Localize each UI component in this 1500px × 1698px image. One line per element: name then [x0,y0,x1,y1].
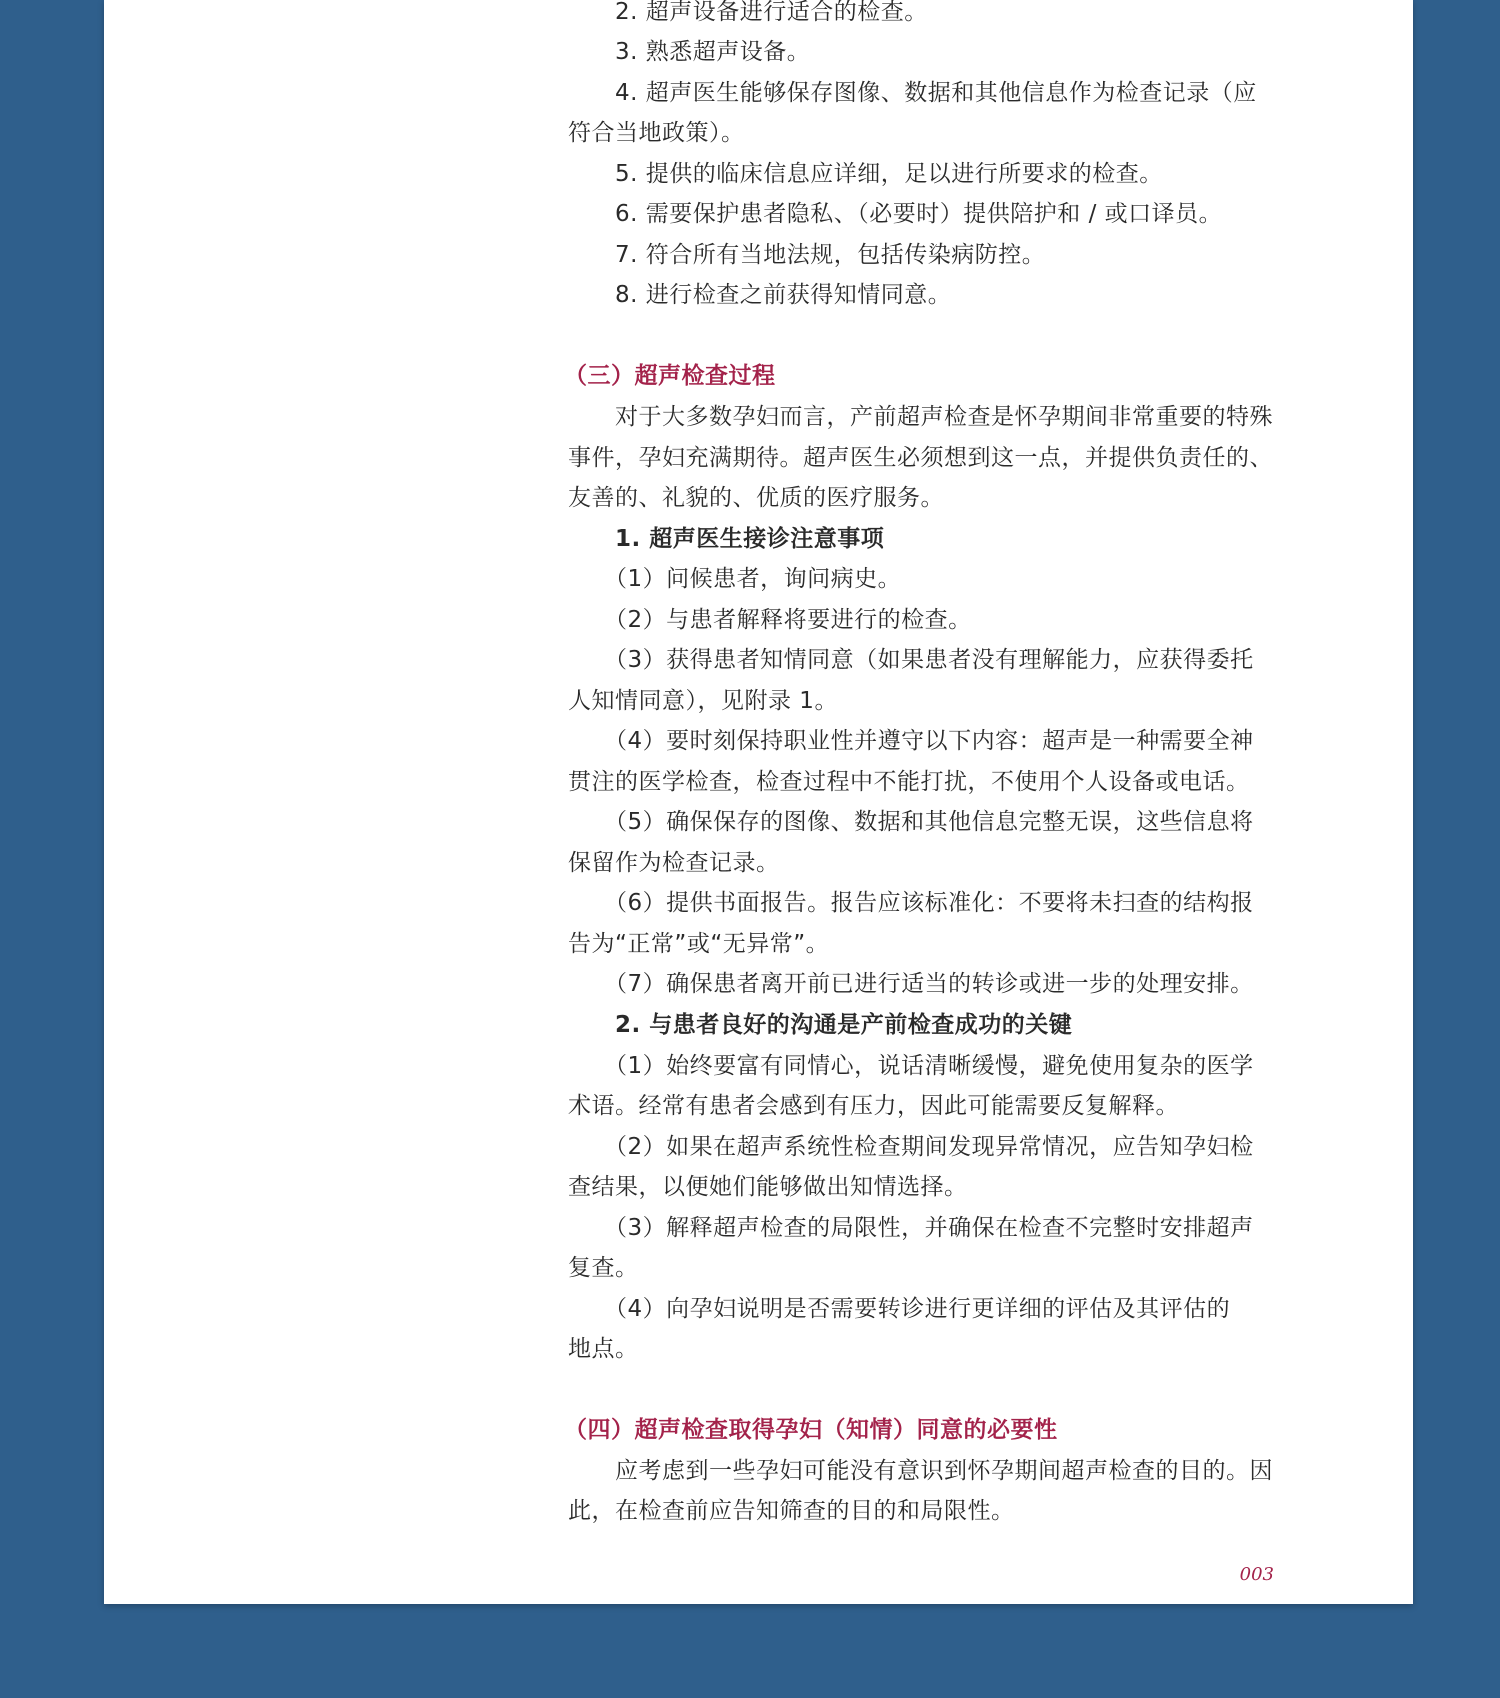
list-item-8: 8. 进行检查之前获得知情同意。 [615,282,952,308]
list-item-2: 2. 超声设备进行适合的检查。 [615,0,928,25]
list-item-cont: 告为“正常”或“无异常”。 [568,931,830,957]
list-item: （1）始终要富有同情心，说话清晰缓慢，避免使用复杂的医学 [604,1053,1254,1079]
list-item: （1）问候患者，询问病史。 [604,566,902,592]
paragraph-line: 事件，孕妇充满期待。超声医生必须想到这一点，并提供负责任的、 [568,445,1273,471]
paragraph-line: 对于大多数孕妇而言，产前超声检查是怀孕期间非常重要的特殊 [615,404,1273,430]
list-item-cont: 复查。 [568,1255,639,1281]
list-item-6: 6. 需要保护患者隐私、（必要时）提供陪护和 / 或口译员。 [615,201,1223,227]
list-item-cont: 人知情同意），见附录 1。 [568,688,838,714]
list-item-4: 4. 超声医生能够保存图像、数据和其他信息作为检查记录（应 [615,80,1257,106]
list-item-cont: 地点。 [568,1336,639,1362]
list-item-3: 3. 熟悉超声设备。 [615,39,811,65]
paragraph-line: 友善的、礼貌的、优质的医疗服务。 [568,485,944,511]
section-heading-3: （三）超声检查过程 [564,363,776,389]
subheading-2: 2. 与患者良好的沟通是产前检查成功的关键 [615,1012,1073,1038]
list-item-cont: 术语。经常有患者会感到有压力，因此可能需要反复解释。 [568,1093,1179,1119]
list-item: （6）提供书面报告。报告应该标准化：不要将未扫查的结构报 [604,890,1254,916]
list-item: （3）获得患者知情同意（如果患者没有理解能力，应获得委托 [604,647,1254,673]
list-item: （5）确保保存的图像、数据和其他信息完整无误，这些信息将 [604,809,1254,835]
list-item-5: 5. 提供的临床信息应详细，足以进行所要求的检查。 [615,161,1163,187]
document-page [104,0,1413,1604]
list-item: （2）如果在超声系统性检查期间发现异常情况，应告知孕妇检 [604,1134,1254,1160]
list-item-4-cont: 符合当地政策）。 [568,120,745,146]
list-item: （3）解释超声检查的局限性，并确保在检查不完整时安排超声 [604,1215,1254,1241]
list-item: （7）确保患者离开前已进行适当的转诊或进一步的处理安排。 [604,971,1254,997]
list-item-cont: 贯注的医学检查，检查过程中不能打扰，不使用个人设备或电话。 [568,769,1250,795]
list-item-cont: 查结果，以便她们能够做出知情选择。 [568,1174,968,1200]
list-item: （4）向孕妇说明是否需要转诊进行更详细的评估及其评估的 [604,1296,1231,1322]
subheading-1: 1. 超声医生接诊注意事项 [615,526,885,552]
section-heading-4: （四）超声检查取得孕妇（知情）同意的必要性 [564,1417,1058,1443]
paragraph-line: 此，在检查前应告知筛查的目的和局限性。 [568,1498,1015,1524]
page-number: 003 [1239,1564,1274,1585]
list-item: （4）要时刻保持职业性并遵守以下内容：超声是一种需要全神 [604,728,1254,754]
paragraph-line: 应考虑到一些孕妇可能没有意识到怀孕期间超声检查的目的。因 [615,1458,1273,1484]
list-item-cont: 保留作为检查记录。 [568,850,780,876]
list-item-7: 7. 符合所有当地法规，包括传染病防控。 [615,242,1046,268]
list-item: （2）与患者解释将要进行的检查。 [604,607,972,633]
